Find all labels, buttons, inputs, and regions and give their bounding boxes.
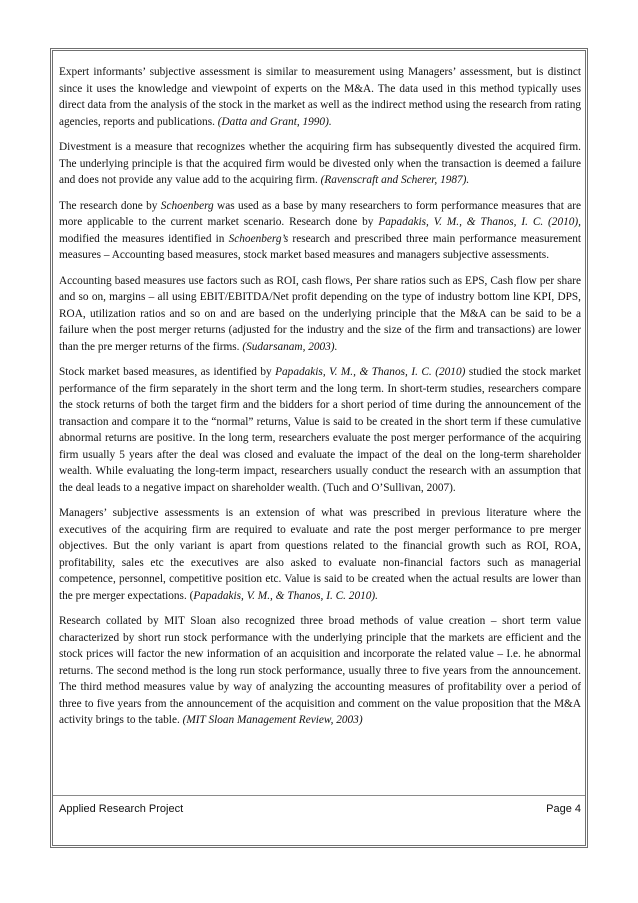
text-run: Expert informants’ subjective assessment is similar to measurement using Managers’ assessment, but is distinct since it uses the knowledge and viewpoint of experts on the M&A. The data used in this method typically uses direct data from the analysis of the stock in the market as well as the indirect method using the research from rating agencies, reports and publications.: [59, 66, 581, 128]
paragraph: [59, 364, 581, 496]
citation: (Sudarsanam, 2003).: [242, 340, 338, 353]
paragraph: [59, 273, 581, 356]
text-run: research and prescribed three main performance measurement measures – Accounting based measures, stock market based measures and managers subjective assessments.: [59, 232, 581, 261]
text-run: Divestment is a measure that recognizes whether the acquiring firm has subsequently divested the acquired firm. The underlying principle is that the acquired firm would be divested only when the transaction is deemed a failure and does not provide any value add to the acquiring firm.: [59, 141, 581, 186]
text-run: modified the measures identified in: [59, 232, 229, 245]
text-run: Stock market based measures, as identified by: [59, 366, 276, 378]
text-run: Managers’ subjective assessments is an extension of what was prescribed in previous literature where the executives of the acquiring firm are required to evaluate and rate the post merger performance to pre merger objectives. But the only variant is apart from questions related to the financial growth such as ROI, ROA, profitability, sales etc the executives are also asked to evaluate non-financial factors such as managerial competence, personnel, competitive position etc. Value is said to be created when the actual results are lower than the pre merger expectations. (: [59, 507, 581, 602]
footer-divider: [53, 795, 585, 796]
text-run: studied the stock market performance of the firm separately in the short term and the long term. In short-term studies, researchers compare the stock returns of both the target firm and the bidders for a short period of time during the announcement of the transaction and compare it to the “normal” returns, Value is said to be created in the short term if these cumulative abnormal returns are positive. In the long term, researchers evaluate the post merger performance of the acquiring firm usually 5 years after the deal was closed and evaluate the impact of the deal on the long-term shareholder wealth. While evaluating the long-term impact, researchers usually conduct the research with an assumption that the deal leads to a negative impact on shareholder wealth. (Tuch and O’Sullivan, 2007).: [59, 366, 581, 494]
citation: (Ravenscraft and Scherer, 1987).: [320, 174, 470, 186]
citation: Papadakis, V. M., & Thanos, I. C. 2010).: [193, 589, 378, 602]
text-run: Research collated by MIT Sloan also recognized three broad methods of value creation – short term value characterized by short run stock performance with the underlying principle that the markets are efficient and the stock prices will factor the new information of an acquisition and incorporate the related value – I.e. he abnormal returns. The second method is the long run stock performance, usually three to five years from the announcement. The third method measures value by way of analyzing the accounting measures of profitability over a period of three to five years from the announcement of the acquisition and comment on the value proposition that the M&A activity brings to the table.: [59, 615, 581, 726]
citation: Papadakis, V. M., & Thanos, I. C. (2010),: [378, 216, 581, 228]
footer-title: Applied Research Project: [59, 803, 184, 815]
citation: (MIT Sloan Management Review, 2003): [182, 714, 363, 726]
text-run: was used as a base by many researchers to form performance measures that are more applicable to the current market scenario. Research done by: [59, 199, 581, 228]
paragraph: [59, 505, 581, 604]
paragraph: [59, 139, 581, 189]
citation: (Datta and Grant, 1990).: [217, 115, 332, 128]
text-run: Accounting based measures use factors such as ROI, cash flows, Per share ratios such as EPS, Cash flow per share and so on, margins – all using EBIT/EBITDA/Net profit depending on the type of industry bottom line KPI, DPS, ROA, utilization ratios and so on and are based on the underlying principle that the M&A can be said to be a failure when the post merger returns (adjusted for the industry and the size of the firm and transactions) are lower than the pre merger returns of the firms.: [59, 274, 581, 353]
text-run: The research done by: [59, 199, 161, 212]
paragraph: [59, 613, 581, 729]
paragraph: [59, 64, 581, 130]
page-number: Page 4: [546, 803, 581, 815]
citation: Schoenberg: [160, 199, 214, 212]
document-body: [59, 64, 581, 738]
citation: Schoenberg’s: [228, 232, 289, 245]
citation: Papadakis, V. M., & Thanos, I. C. (2010): [275, 366, 466, 378]
paragraph: [59, 198, 581, 264]
